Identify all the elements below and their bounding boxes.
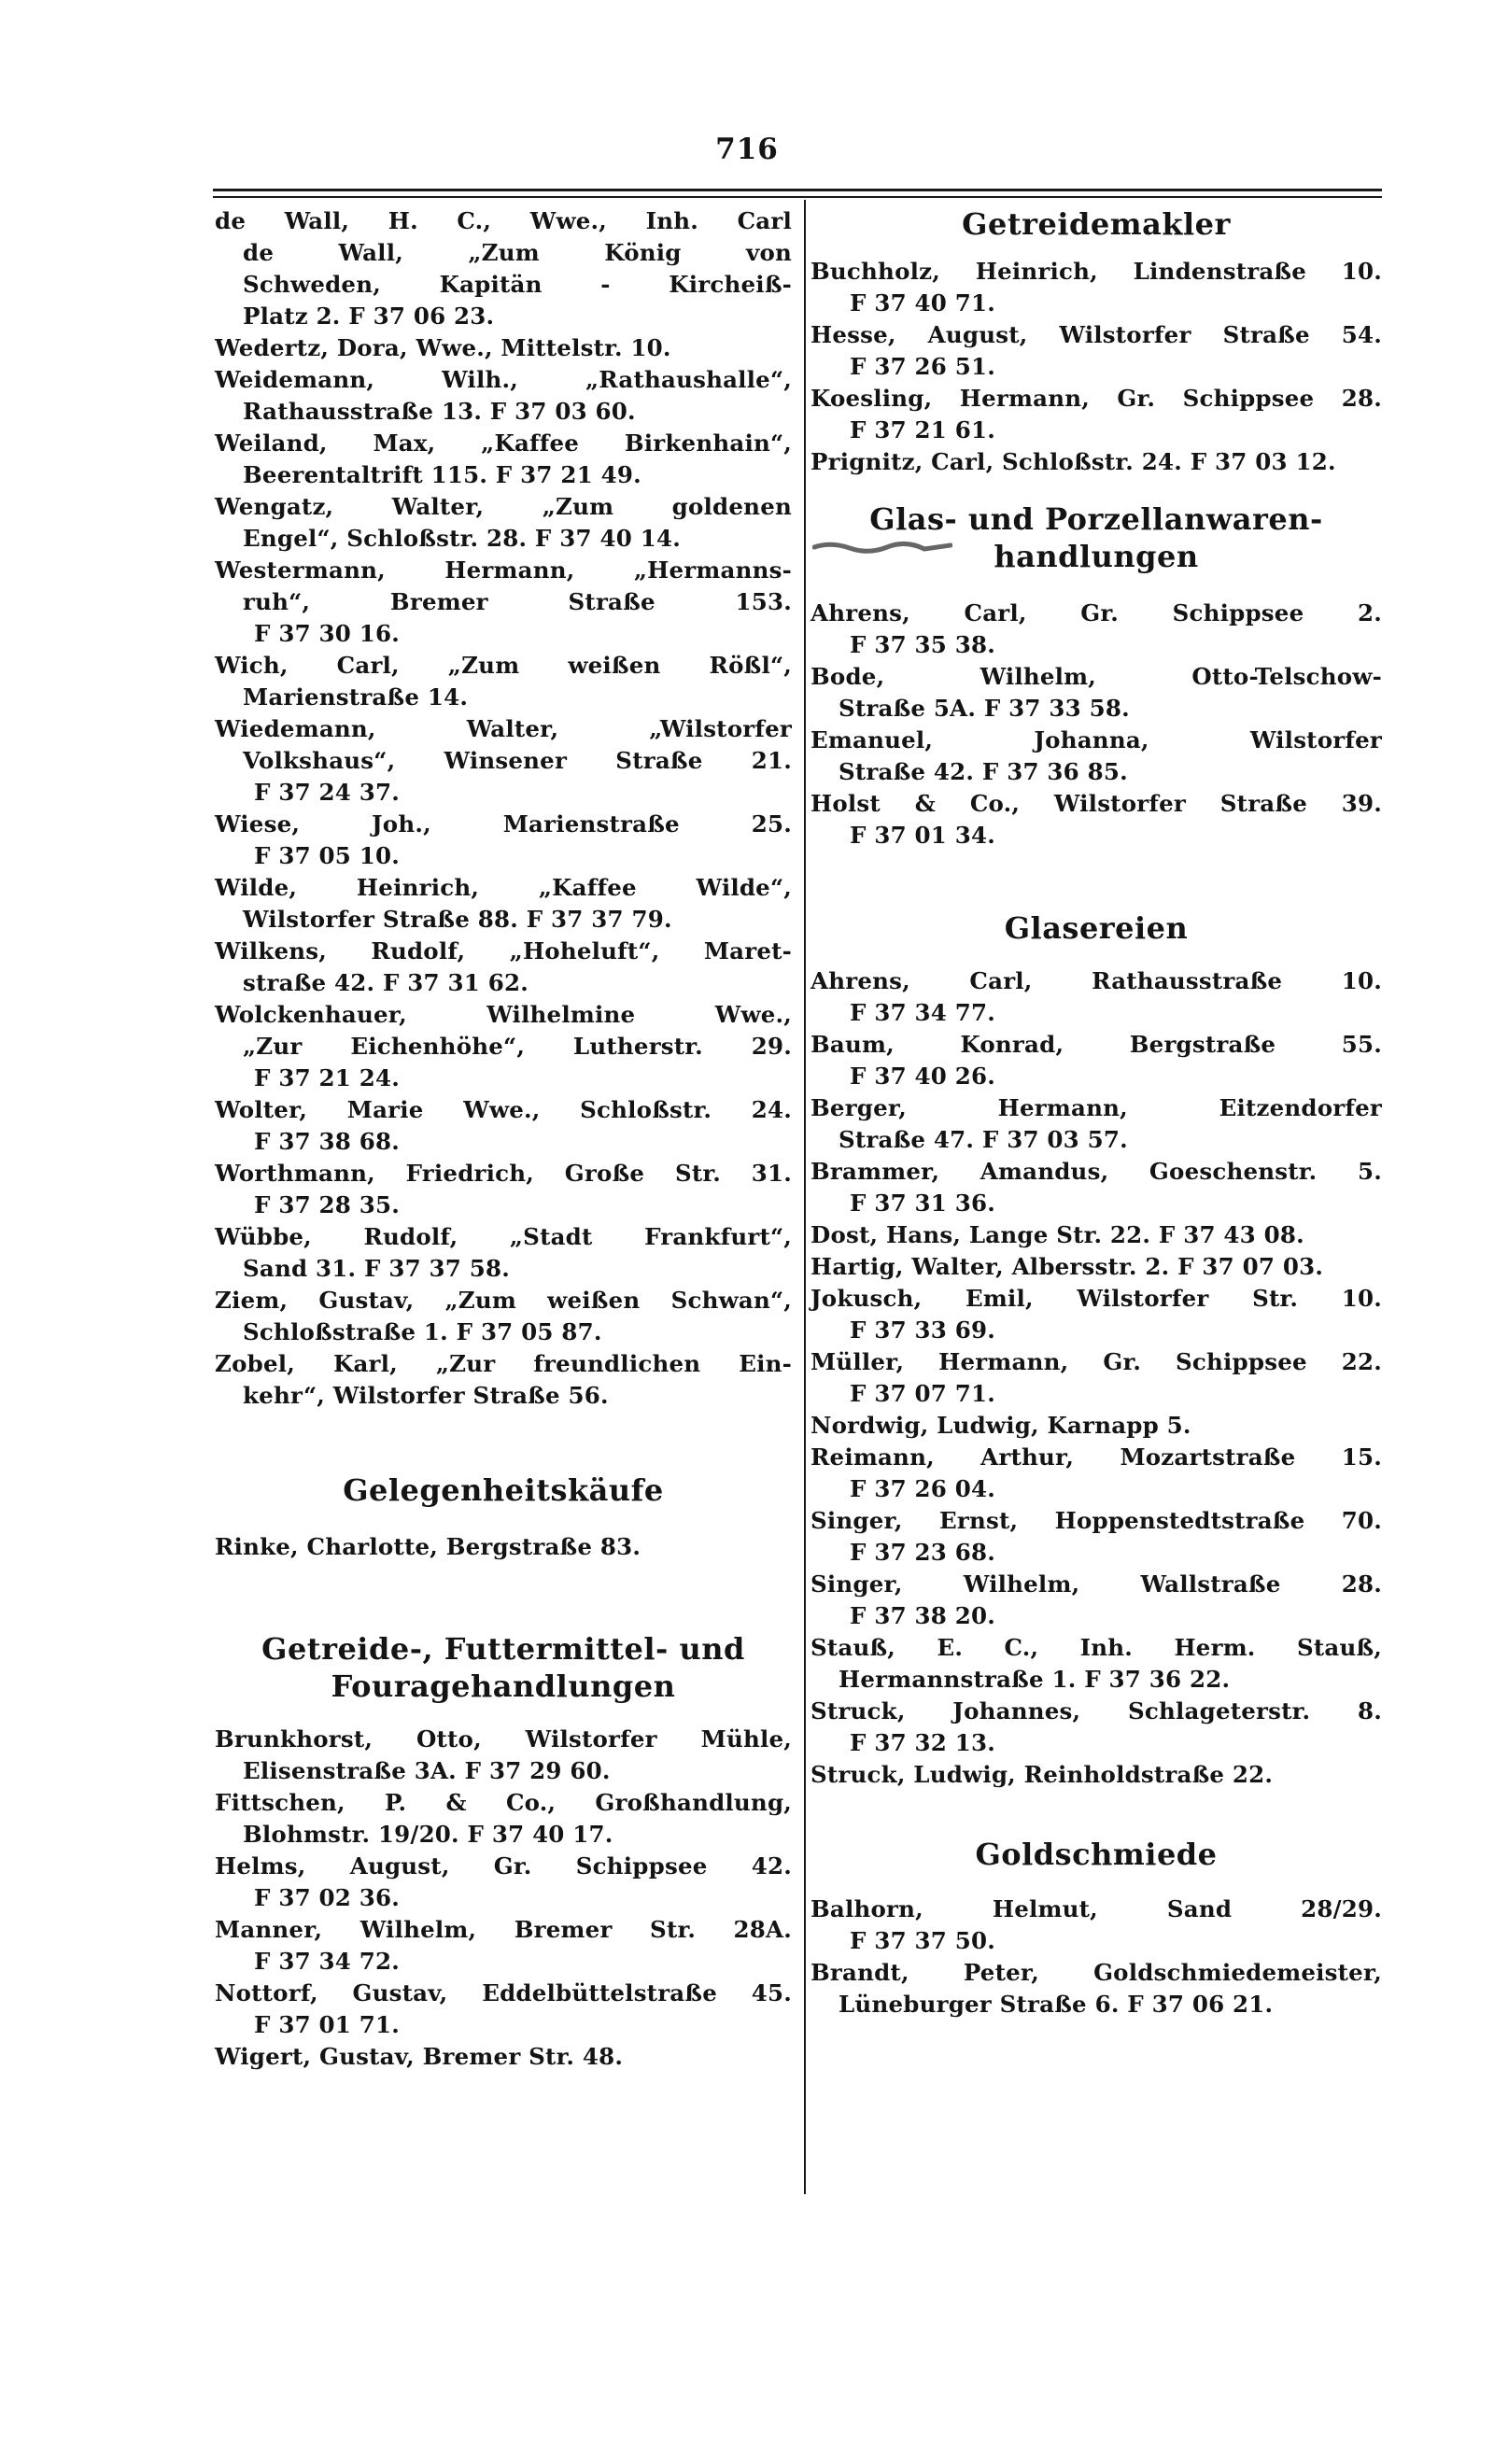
directory-entry: [810, 1569, 1382, 1632]
entry-line: Sand 31. F 37 37 58.: [243, 1255, 510, 1282]
directory-entry: [810, 1092, 1382, 1156]
entry-line: Straße 5A. F 37 33 58.: [839, 695, 1130, 722]
entry-line: Balhorn, Helmut, Sand 28/29.: [810, 1895, 1382, 1922]
entry-line: Wolckenhauer, Wilhelmine Wwe.,: [215, 1001, 792, 1028]
entry-line: F 37 01 34.: [850, 822, 995, 849]
entry-line: Wich, Carl, „Zum weißen Rößl“,: [215, 652, 792, 679]
directory-entry: [810, 383, 1382, 446]
directory-entry: [215, 491, 792, 555]
directory-entry: [215, 1348, 792, 1412]
directory-entry: [810, 1759, 1382, 1791]
entry-line: Rathausstraße 13. F 37 03 60.: [243, 398, 636, 425]
entry-line: F 37 40 26.: [850, 1063, 995, 1090]
entry-line: Prignitz, Carl, Schloßstr. 24. F 37 03 12.: [810, 448, 1336, 475]
entry-line: Weiland, Max, „Kaffee Birkenhain“,: [215, 429, 792, 457]
entry-line: kehr“, Wilstorfer Straße 56.: [243, 1382, 609, 1409]
directory-entry: [810, 1957, 1382, 2020]
section-heading: [810, 909, 1382, 947]
entry-line: Hartig, Walter, Albersstr. 2. F 37 07 03.: [810, 1253, 1324, 1280]
entry-line: Brandt, Peter, Goldschmiedemeister,: [810, 1959, 1382, 1986]
entry-line: F 37 34 77.: [850, 999, 995, 1026]
entry-line: Straße 47. F 37 03 57.: [839, 1126, 1128, 1153]
entry-line: Singer, Wilhelm, Wallstraße 28.: [810, 1570, 1382, 1598]
directory-entry: [810, 1251, 1382, 1283]
entry-line: Stauß, E. C., Inh. Herm. Stauß,: [810, 1634, 1382, 1661]
directory-entry: [810, 1442, 1382, 1505]
entry-line: Holst & Co., Wilstorfer Straße 39.: [810, 790, 1382, 817]
section-heading-line: handlungen: [994, 539, 1199, 574]
directory-entry: [810, 1894, 1382, 1957]
entry-line: Reimann, Arthur, Mozartstraße 15.: [810, 1443, 1382, 1471]
entry-line: Beerentaltrift 115. F 37 21 49.: [243, 461, 641, 488]
entry-line: Wilde, Heinrich, „Kaffee Wilde“,: [215, 874, 792, 901]
directory-entry: [215, 1094, 792, 1158]
entry-line: Brammer, Amandus, Goeschenstr. 5.: [810, 1158, 1382, 1185]
entry-line: Struck, Ludwig, Reinholdstraße 22.: [810, 1761, 1274, 1788]
directory-entry: [810, 661, 1382, 725]
entry-line: Ahrens, Carl, Rathausstraße 10.: [810, 967, 1382, 994]
directory-entry: [810, 1346, 1382, 1410]
entry-line: F 37 38 68.: [254, 1128, 400, 1155]
entry-line: Schloßstraße 1. F 37 05 87.: [243, 1318, 602, 1345]
entry-line: Wilkens, Rudolf, „Hoheluft“, Maret-: [215, 937, 792, 964]
entry-line: Wiedemann, Walter, „Wilstorfer: [215, 715, 792, 742]
entry-line: F 37 21 24.: [254, 1064, 400, 1091]
entry-line: Bode, Wilhelm, Otto-Telschow-: [810, 663, 1382, 690]
entry-line: Hermannstraße 1. F 37 36 22.: [839, 1666, 1231, 1693]
entry-line: Marienstraße 14.: [243, 683, 469, 711]
directory-entry: [810, 1283, 1382, 1346]
entry-line: Lüneburger Straße 6. F 37 06 21.: [839, 1991, 1274, 2018]
directory-entry: [215, 1531, 792, 1563]
directory-entry: [810, 1632, 1382, 1696]
directory-entry: [215, 332, 792, 364]
entry-line: Wedertz, Dora, Wwe., Mittelstr. 10.: [215, 334, 671, 361]
directory-entry: [215, 364, 792, 428]
entry-line: Westermann, Hermann, „Hermanns-: [215, 556, 792, 584]
entry-line: Nottorf, Gustav, Eddelbüttelstraße 45.: [215, 1979, 792, 2006]
entry-line: F 37 32 13.: [850, 1729, 995, 1756]
entry-line: F 37 21 61.: [850, 416, 995, 444]
section-heading-line: Fouragehandlungen: [331, 1668, 676, 1704]
entry-line: Schweden, Kapitän - Kircheiß-: [243, 271, 792, 298]
section-heading-line: Glasereien: [1004, 910, 1189, 946]
section-heading-line: Goldschmiede: [975, 1837, 1218, 1872]
header-rule: [213, 189, 1382, 191]
entry-line: Ziem, Gustav, „Zum weißen Schwan“,: [215, 1287, 792, 1314]
page-number: 716: [715, 133, 779, 166]
section-heading-line: Gelegenheitskäufe: [343, 1472, 664, 1508]
section-heading: [810, 205, 1382, 243]
directory-entry: [810, 1156, 1382, 1219]
directory-entry: [810, 446, 1382, 478]
entry-line: F 37 38 20.: [850, 1602, 995, 1629]
entry-line: Berger, Hermann, Eitzendorfer: [810, 1094, 1382, 1121]
entry-line: Koesling, Hermann, Gr. Schippsee 28.: [810, 385, 1382, 412]
directory-entry: [215, 1978, 792, 2041]
directory-entry: [215, 872, 792, 936]
section-heading: [810, 500, 1382, 575]
directory-entry: [810, 1029, 1382, 1092]
header-rule-secondary: [213, 196, 1382, 198]
entry-line: Baum, Konrad, Bergstraße 55.: [810, 1031, 1382, 1058]
directory-entry: [810, 598, 1382, 661]
directory-entry: [810, 725, 1382, 788]
directory-entry: [215, 936, 792, 999]
entry-line: Helms, August, Gr. Schippsee 42.: [215, 1852, 792, 1880]
entry-line: F 37 40 71.: [850, 289, 995, 317]
entry-line: Jokusch, Emil, Wilstorfer Str. 10.: [810, 1285, 1382, 1312]
entry-line: F 37 23 68.: [850, 1539, 995, 1566]
entry-line: Straße 42. F 37 36 85.: [839, 758, 1128, 785]
directory-entry: [215, 809, 792, 872]
entry-line: ruh“, Bremer Straße 153.: [243, 588, 792, 615]
directory-entry: [215, 1851, 792, 1914]
directory-entry: [215, 1158, 792, 1221]
directory-entry: [215, 1787, 792, 1851]
entry-line: F 37 24 37.: [254, 779, 400, 806]
directory-entry: [215, 999, 792, 1094]
entry-line: Buchholz, Heinrich, Lindenstraße 10.: [810, 258, 1382, 285]
entry-line: Müller, Hermann, Gr. Schippsee 22.: [810, 1348, 1382, 1375]
entry-line: F 37 34 72.: [254, 1948, 400, 1975]
entry-line: de Wall, H. C., Wwe., Inh. Carl: [215, 207, 792, 234]
directory-entry: [215, 1221, 792, 1285]
entry-line: Wübbe, Rudolf, „Stadt Frankfurt“,: [215, 1223, 792, 1250]
directory-entry: [810, 319, 1382, 383]
entry-line: F 37 26 51.: [850, 353, 995, 380]
entry-line: Engel“, Schloßstr. 28. F 37 40 14.: [243, 525, 681, 552]
section-heading-line: Getreide-, Futtermittel- und: [261, 1631, 745, 1667]
entry-line: Platz 2. F 37 06 23.: [243, 303, 495, 330]
column-divider: [804, 200, 806, 2194]
directory-entry: [810, 1696, 1382, 1759]
entry-line: F 37 33 69.: [850, 1316, 995, 1344]
left-column: [215, 205, 792, 2073]
entry-line: Singer, Ernst, Hoppenstedtstraße 70.: [810, 1507, 1382, 1534]
entry-line: Wigert, Gustav, Bremer Str. 48.: [215, 2043, 624, 2070]
entry-line: Dost, Hans, Lange Str. 22. F 37 43 08.: [810, 1221, 1304, 1248]
directory-entry: [215, 650, 792, 713]
print-smudge: [812, 540, 952, 555]
directory-entry: [810, 1410, 1382, 1442]
entry-line: Volkshaus“, Winsener Straße 21.: [243, 747, 792, 774]
section-heading-line: Getreidemakler: [962, 206, 1231, 242]
directory-entry: [215, 428, 792, 491]
entry-line: Wolter, Marie Wwe., Schloßstr. 24.: [215, 1096, 792, 1123]
entry-line: Brunkhorst, Otto, Wilstorfer Mühle,: [215, 1725, 792, 1753]
entry-line: Rinke, Charlotte, Bergstraße 83.: [215, 1533, 641, 1560]
entry-line: Wengatz, Walter, „Zum goldenen: [215, 493, 792, 520]
right-column: [810, 205, 1382, 2020]
directory-entry: [215, 1914, 792, 1978]
entry-line: Blohmstr. 19/20. F 37 40 17.: [243, 1821, 613, 1848]
entry-line: Worthmann, Friedrich, Große Str. 31.: [215, 1160, 792, 1187]
entry-line: Struck, Johannes, Schlageterstr. 8.: [810, 1697, 1382, 1725]
entry-line: de Wall, „Zum König von: [243, 239, 792, 266]
directory-entry: [215, 1285, 792, 1348]
entry-line: Weidemann, Wilh., „Rathaushalle“,: [215, 366, 792, 393]
entry-line: F 37 01 71.: [254, 2011, 400, 2038]
directory-entry: [810, 256, 1382, 319]
entry-line: F 37 05 10.: [254, 842, 400, 869]
directory-entry: [810, 1219, 1382, 1251]
entry-line: Nordwig, Ludwig, Karnapp 5.: [810, 1412, 1191, 1439]
section-heading: [215, 1630, 792, 1705]
directory-entry: [810, 965, 1382, 1029]
entry-line: F 37 28 35.: [254, 1191, 400, 1218]
directory-entry: [810, 788, 1382, 852]
entry-line: F 37 35 38.: [850, 631, 995, 658]
directory-entry: [215, 1724, 792, 1787]
entry-line: F 37 26 04.: [850, 1475, 995, 1502]
entry-line: Emanuel, Johanna, Wilstorfer: [810, 726, 1382, 753]
entry-line: Wilstorfer Straße 88. F 37 37 79.: [243, 906, 672, 933]
section-heading: [215, 1471, 792, 1509]
entry-line: Elisenstraße 3A. F 37 29 60.: [243, 1757, 611, 1784]
section-heading: [810, 1836, 1382, 1873]
entry-line: „Zur Eichenhöhe“, Lutherstr. 29.: [243, 1033, 792, 1060]
entry-line: F 37 37 50.: [850, 1927, 995, 1954]
entry-line: Hesse, August, Wilstorfer Straße 54.: [810, 321, 1382, 348]
directory-entry: [215, 205, 792, 332]
entry-line: F 37 02 36.: [254, 1884, 400, 1911]
entry-line: F 37 30 16.: [254, 620, 400, 647]
directory-entry: [215, 713, 792, 809]
entry-line: Manner, Wilhelm, Bremer Str. 28A.: [215, 1916, 792, 1943]
entry-line: Wiese, Joh., Marienstraße 25.: [215, 810, 792, 838]
entry-line: F 37 07 71.: [850, 1380, 995, 1407]
entry-line: Ahrens, Carl, Gr. Schippsee 2.: [810, 599, 1382, 627]
directory-entry: [215, 555, 792, 650]
section-heading-line: Glas- und Porzellanwaren-: [869, 501, 1323, 537]
entry-line: straße 42. F 37 31 62.: [243, 969, 529, 996]
entry-line: Zobel, Karl, „Zur freundlichen Ein-: [215, 1350, 792, 1377]
directory-entry: [215, 2041, 792, 2073]
directory-entry: [810, 1505, 1382, 1569]
entry-line: F 37 31 36.: [850, 1190, 995, 1217]
entry-line: Fittschen, P. & Co., Großhandlung,: [215, 1789, 792, 1816]
